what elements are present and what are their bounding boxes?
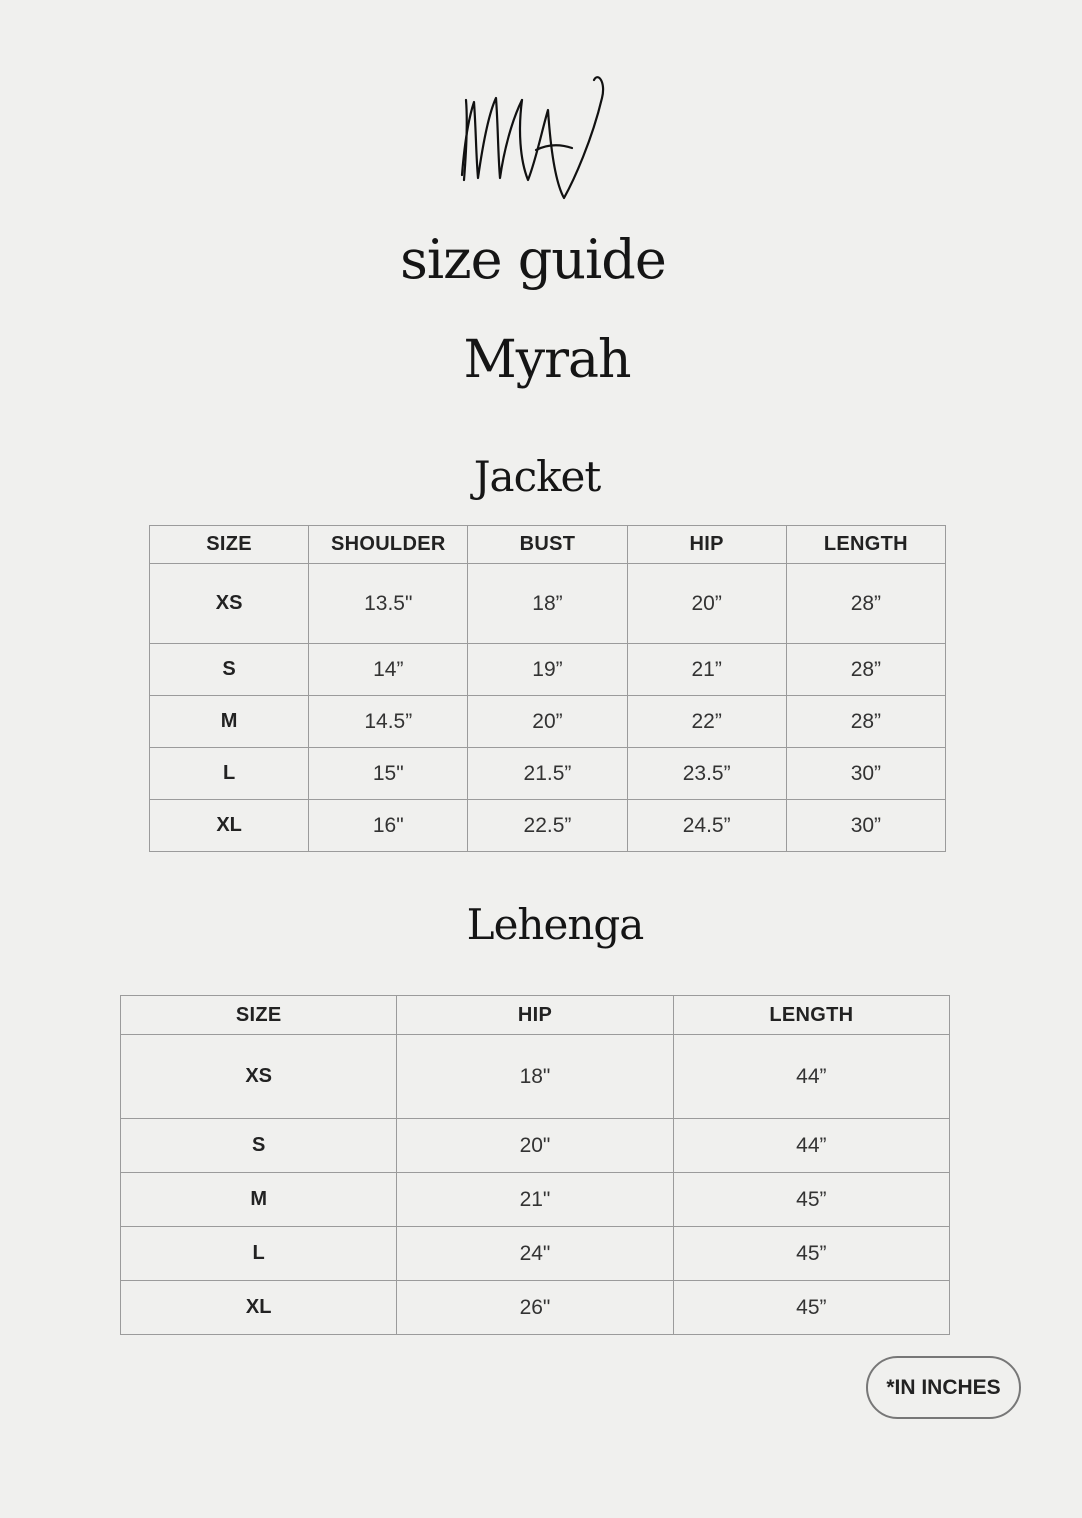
value-cell: 45”: [673, 1227, 949, 1281]
value-cell: 28”: [786, 564, 945, 644]
value-cell: 15": [309, 748, 468, 800]
lehenga-size-table: [120, 995, 950, 1335]
size-cell: XL: [121, 1281, 397, 1335]
table-header-row: [121, 996, 950, 1035]
column-header: BUST: [468, 526, 627, 564]
size-cell: M: [121, 1173, 397, 1227]
value-cell: 30”: [786, 800, 945, 852]
table-row: [121, 1173, 950, 1227]
column-header: HIP: [627, 526, 786, 564]
product-name: Myrah: [463, 330, 631, 390]
value-cell: 14”: [309, 644, 468, 696]
table-row: [121, 1035, 950, 1119]
column-header: LENGTH: [673, 996, 949, 1035]
value-cell: 45”: [673, 1281, 949, 1335]
value-cell: 28”: [786, 696, 945, 748]
column-header: SIZE: [150, 526, 309, 564]
value-cell: 19”: [468, 644, 627, 696]
column-header: SHOULDER: [309, 526, 468, 564]
size-cell: XL: [150, 800, 309, 852]
value-cell: 20”: [627, 564, 786, 644]
value-cell: 18": [397, 1035, 673, 1119]
table-row: [121, 1227, 950, 1281]
value-cell: 21.5”: [468, 748, 627, 800]
value-cell: 14.5”: [309, 696, 468, 748]
value-cell: 22.5”: [468, 800, 627, 852]
value-cell: 28”: [786, 644, 945, 696]
column-header: SIZE: [121, 996, 397, 1035]
jacket-section-title: Jacket: [473, 452, 601, 501]
value-cell: 21”: [627, 644, 786, 696]
value-cell: 23.5”: [627, 748, 786, 800]
table-row: [121, 1281, 950, 1335]
units-note-badge: *IN INCHES: [866, 1356, 1021, 1419]
jacket-size-table: [149, 525, 946, 852]
table-row: [150, 564, 946, 644]
value-cell: 24": [397, 1227, 673, 1281]
value-cell: 30”: [786, 748, 945, 800]
table-row: [150, 644, 946, 696]
value-cell: 21": [397, 1173, 673, 1227]
column-header: HIP: [397, 996, 673, 1035]
size-cell: XS: [150, 564, 309, 644]
size-cell: S: [121, 1119, 397, 1173]
size-cell: L: [121, 1227, 397, 1281]
column-header: LENGTH: [786, 526, 945, 564]
table-row: [121, 1119, 950, 1173]
value-cell: 20": [397, 1119, 673, 1173]
value-cell: 16": [309, 800, 468, 852]
value-cell: 13.5": [309, 564, 468, 644]
brand-logo: [452, 70, 622, 210]
size-cell: S: [150, 644, 309, 696]
table-row: [150, 748, 946, 800]
lehenga-section-title: Lehenga: [466, 900, 644, 949]
value-cell: 22”: [627, 696, 786, 748]
table-row: [150, 800, 946, 852]
value-cell: 26": [397, 1281, 673, 1335]
table-row: [150, 696, 946, 748]
table-header-row: [150, 526, 946, 564]
value-cell: 20”: [468, 696, 627, 748]
value-cell: 18”: [468, 564, 627, 644]
value-cell: 44”: [673, 1119, 949, 1173]
page-title: size guide: [400, 228, 666, 291]
size-cell: L: [150, 748, 309, 800]
size-cell: XS: [121, 1035, 397, 1119]
value-cell: 44”: [673, 1035, 949, 1119]
size-cell: M: [150, 696, 309, 748]
value-cell: 45”: [673, 1173, 949, 1227]
value-cell: 24.5”: [627, 800, 786, 852]
